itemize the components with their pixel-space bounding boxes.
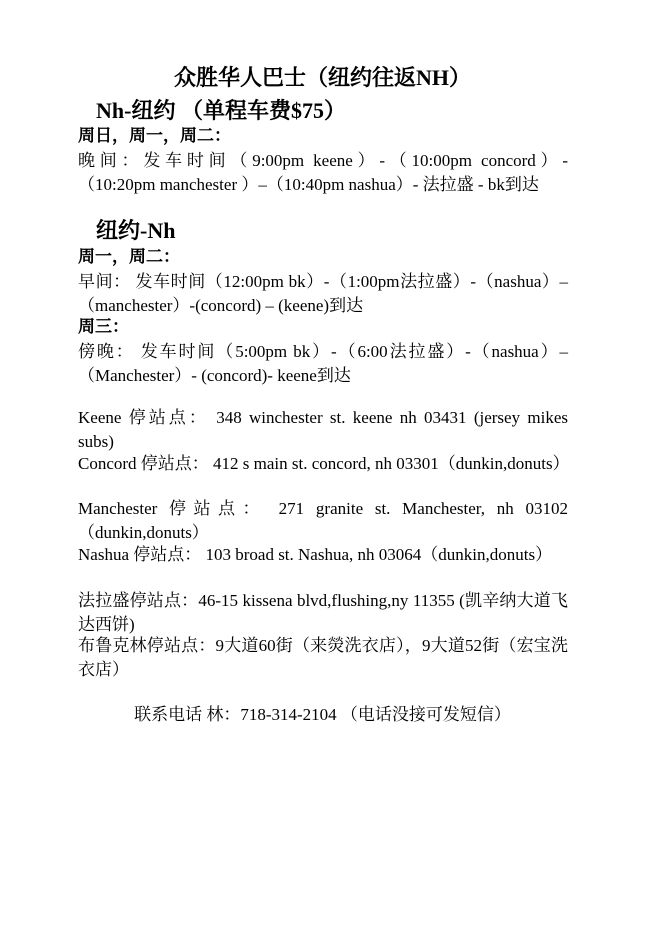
contact-phone: 联系电话 林：718-314-2104 （电话没接可发短信） <box>134 705 511 724</box>
stop-nashua: Nashua 停站点： 103 broad st. Nashua, nh 03064（dunkin,donuts） <box>78 545 553 564</box>
route-ny-to-nh-heading: 纽约-Nh <box>96 218 176 243</box>
stop-keene: Keene 停站点： 348 winchester st. keene nh 03431 (jersey mikes subs) <box>78 408 568 451</box>
route-nh-to-ny-heading: Nh-纽约 （单程车费$75） <box>96 98 346 123</box>
stop-brooklyn: 布鲁克林停站点：9大道60街（来熒洗衣店），9大道52街（宏宝洗衣店） <box>78 636 568 679</box>
route-nh-to-ny-days: 周日，周一，周二： <box>78 126 231 145</box>
route-nh-to-ny-schedule: 晚间：发车时间（9:00pm keene）-（10:00pm concord）-（10:20pm manchester ）–（10:40pm nashua）- 法拉盛 - bk到达 <box>78 151 568 194</box>
route-ny-to-nh-days-2: 周三： <box>78 317 129 336</box>
route-ny-to-nh-days-1: 周一，周二： <box>78 247 180 266</box>
stop-flushing: 法拉盛停站点：46-15 kissena blvd,flushing,ny 11355 (凯辛纳大道飞达西饼) <box>78 591 568 634</box>
route-ny-to-nh-schedule-2: 傍晚： 发车时间（5:00pm bk）-（6:00法拉盛）-（nashua）–（Manchester）- (concord)- keene到达 <box>78 342 568 385</box>
stop-concord: Concord 停站点： 412 s main st. concord, nh 03301（dunkin,donuts） <box>78 454 570 473</box>
flyer-title: 众胜华人巴士（纽约往返NH） <box>173 65 471 90</box>
stop-manchester: Manchester 停站点： 271 granite st. Manchester, nh 03102（dunkin,donuts） <box>78 499 568 542</box>
route-ny-to-nh-schedule-1: 早间： 发车时间（12:00pm bk）-（1:00pm法拉盛）-（nashua）–（manchester）-(concord) – (keene)到达 <box>78 272 568 315</box>
